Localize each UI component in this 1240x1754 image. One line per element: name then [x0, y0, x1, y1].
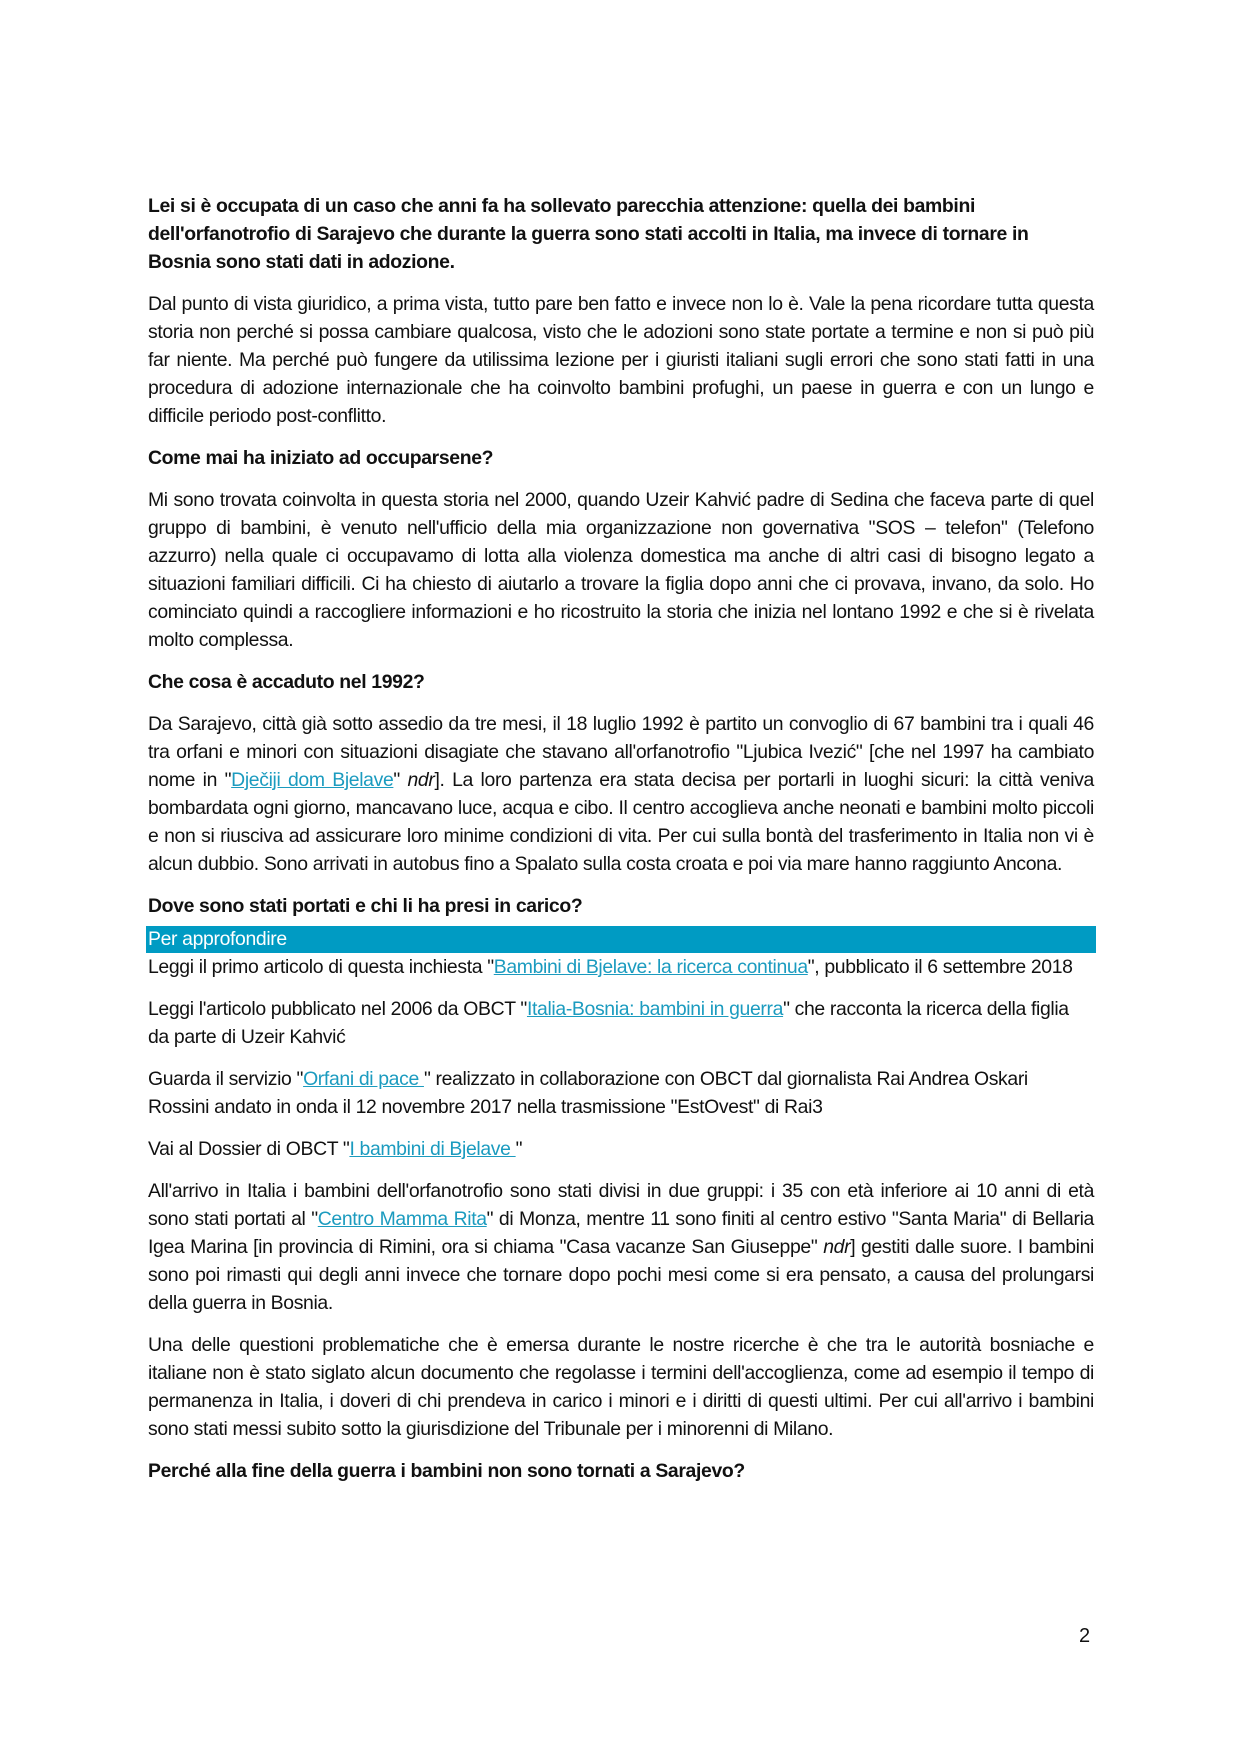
link-bambini-di-bjelave-ricerca[interactable]: Bambini di Bjelave: la ricerca continua	[493, 956, 808, 978]
question-heading: Perché alla fine della guerra i bambini non sono tornati a Sarajevo?	[148, 1460, 745, 1482]
link-orfani-di-pace[interactable]: Orfani di pace	[303, 1068, 424, 1090]
further-reading-box	[148, 926, 1094, 1163]
further-reading-item	[148, 995, 1094, 1051]
text-run: Guarda il servizio "	[148, 1068, 304, 1090]
answer-paragraph: Una delle questioni problematiche che è emersa durante le nostre ricerche è che tra le autorità bosniache e italiane non è stato siglato alcun documento che regolasse i termini dell'accoglienza, come ad esempio il tempo di permanenza in Italia, i doveri di chi prendeva in carico i minori e i diritti di questi ultimi. Per cui all'arrivo i bambini sono stati messi subito sotto la giurisdizione del Tribunale per i minorenni di Milano.	[148, 1334, 1094, 1440]
further-reading-item	[148, 1065, 1094, 1121]
page-number: 2	[1079, 1625, 1091, 1647]
link-dossier-bambini-di-bjelave[interactable]: I bambini di Bjelave	[349, 1138, 516, 1160]
link-centro-mamma-rita[interactable]: Centro Mamma Rita	[317, 1208, 487, 1230]
question-heading: Dove sono stati portati e chi li ha presi in carico?	[148, 895, 583, 917]
link-djeciji-dom-bjelave[interactable]: Dječiji dom Bjelave	[231, 769, 394, 791]
answer-paragraph: Mi sono trovata coinvolta in questa storia nel 2000, quando Uzeir Kahvić padre di Sedina che faceva parte di quel gruppo di bambini, è venuto nell'ufficio della mia organizzazione non governativa "SOS – telefon" (Telefono azzurro) nella quale ci occupavamo di lotta alla violenza domestica ma anche di altri casi di bisogno legato a situazioni familiari difficili. Ci ha chiesto di aiutarlo a trovare la figlia dopo anni che ci provava, invano, da solo. Ho cominciato quindi a raccogliere informazioni e ho ricostruito la storia che inizia nel lontano 1992 e che si è rivelata molto complessa.	[148, 489, 1094, 651]
text-run: "	[393, 769, 408, 791]
text-run: ] gestiti dalle suore. I bambini sono poi rimasti qui degli anni invece che tornare dopo pochi mesi come si era pensato, a causa del prolungarsi della guerra in Bosnia.	[148, 1236, 1094, 1314]
answer-paragraph: Dal punto di vista giuridico, a prima vista, tutto pare ben fatto e invece non lo è. Vale la pena ricordare tutta questa storia non perché si possa cambiare qualcosa, visto che le adozioni sono state portate a termine e non si può più far niente. Ma perché può fungere da utilissima lezione per i giuristi italiani sugli errori che sono stati fatti in una procedura di adozione internazionale che ha coinvolto bambini profughi, un paese in guerra e con un lungo e difficile periodo post-conflitto.	[148, 293, 1094, 427]
text-run: "	[515, 1138, 523, 1160]
question-heading: Lei si è occupata di un caso che anni fa ha sollevato parecchia attenzione: quella dei bambini dell'orfanotrofio di Sarajevo che durante la guerra sono stati accolti in Italia, ma invece di tornare in Bosnia sono stati dati in adozione.	[148, 195, 1029, 273]
text-run: " realizzato in collaborazione con OBCT dal giornalista Rai Andrea Oskari Rossini andato in onda il 12 novembre 2017 nella trasmissione "EstOvest" di Rai3	[148, 1068, 1028, 1118]
ndr-abbrev: ndr	[407, 769, 435, 791]
text-run: Da Sarajevo, città già sotto assedio da tre mesi, il 18 luglio 1992 è partito un convoglio di 67 bambini tra i quali 46 tra orfani e minori con situazioni disagiate che stavano all'orfanotrofio "Ljubica Ivezić" [che nel 1997 ha cambiato nome in "	[148, 713, 1094, 791]
text-run: " di Monza, mentre 11 sono finiti al centro estivo "Santa Maria" di Bellaria Igea Marina [in provincia di Rimini, ora si chiama "Casa vacanze San Giuseppe"	[148, 1208, 1094, 1258]
answer-paragraph	[148, 710, 1094, 878]
text-run: All'arrivo in Italia i bambini dell'orfanotrofio sono stati divisi in due gruppi: i 35 con età inferiore ai 10 anni di età sono stati portati al "	[148, 1180, 1094, 1230]
text-run: Leggi il primo articolo di questa inchiesta "	[148, 956, 494, 978]
text-run: ", pubblicato il 6 settembre 2018	[807, 956, 1073, 978]
answer-paragraph	[148, 1177, 1094, 1317]
question-heading: Come mai ha iniziato ad occuparsene?	[148, 447, 494, 469]
further-reading-item	[148, 953, 1094, 981]
text-run: ]. La loro partenza era stata decisa per portarli in luoghi sicuri: la città veniva bombardata ogni giorno, mancavano luce, acqua e cibo. Il centro accoglieva anche neonati e bambini molto piccoli e non si riusciva ad assicurare loro minime condizioni di vita. Per cui sulla bontà del trasferimento in Italia non vi è alcun dubbio. Sono arrivati in autobus fino a Spalato sulla costa croata e poi via mare hanno raggiunto Ancona.	[148, 769, 1094, 875]
document-page	[148, 192, 1094, 1499]
ndr-abbrev: ndr	[823, 1236, 851, 1258]
further-reading-banner: Per approfondire	[146, 926, 1096, 953]
link-italia-bosnia[interactable]: Italia-Bosnia: bambini in guerra	[526, 998, 784, 1020]
text-run: Vai al Dossier di OBCT "	[148, 1138, 350, 1160]
question-heading: Che cosa è accaduto nel 1992?	[148, 671, 425, 693]
text-run: Leggi l'articolo pubblicato nel 2006 da OBCT "	[148, 998, 527, 1020]
further-reading-item	[148, 1135, 1094, 1163]
text-run: " che racconta la ricerca della figlia da parte di Uzeir Kahvić	[148, 998, 1069, 1048]
